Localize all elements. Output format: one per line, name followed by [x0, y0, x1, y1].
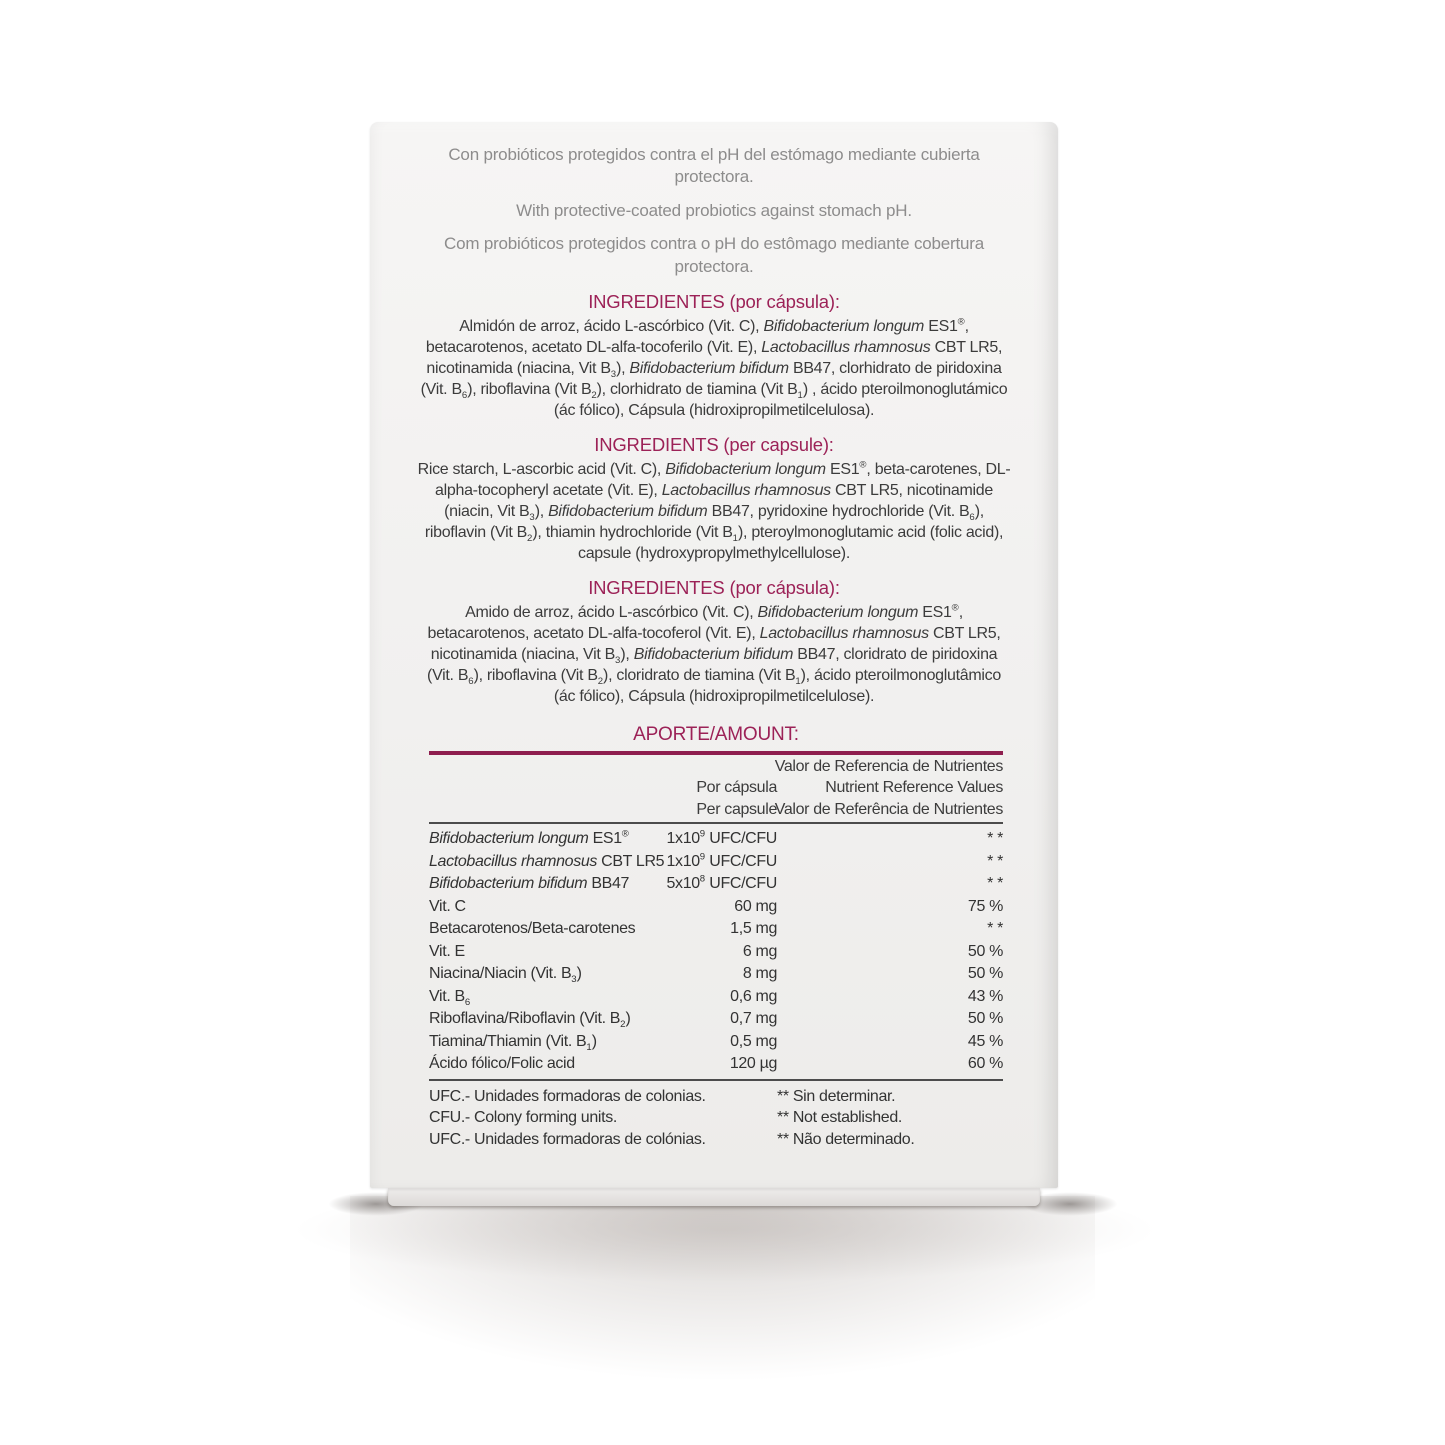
table-row: Bifidobacterium longum ES1® $1x10^9$ UFC/CFU * * — [429, 828, 1003, 848]
ingredients-body-en: Rice starch, L-ascorbic acid (Vit. C), Bifidobacterium longum ES1®, beta-carotenes, DL-alpha-tocopheryl acetate (Vit. E), Lactobacillus rhamnosus CBT LR5, nicotinamide (niacin, Vit $B_3$), Bifidobacterium bifidum BB47, pyridoxine hydrochloride (Vit. $B_6$), riboflavin (Vit $B_2$), thiamin hydrochloride (Vit $B_1$), pteroylmonoglutamic acid (folic acid), capsule (hydroxypropylmethylcellulose). — [417, 459, 1011, 563]
ingredients-section-pt — [417, 577, 1011, 707]
nutrition-table — [429, 724, 1003, 1158]
table-row: Niacina/Niacin (Vit. $B_3$) 8 mg 50 % — [429, 965, 1003, 986]
intro-claims — [417, 144, 1011, 278]
footnote-row: UFC.- Unidades formadoras de colonias. ** Sin determinar. — [429, 1087, 896, 1105]
table-footnotes — [429, 1081, 1003, 1159]
box-cast-shadow — [350, 1196, 1095, 1445]
intro-claim-pt: Com probióticos protegidos contra o pH do estômago mediante cobertura protectora. — [444, 234, 984, 276]
table-row: Vit. $B_6$ 0,6 mg 43 % — [429, 987, 1003, 1008]
ingredients-heading-en: INGREDIENTS (per capsule): — [594, 434, 834, 456]
nutrition-table-header — [429, 755, 1003, 822]
footnote-row: UFC.- Unidades formadoras de colónias. ** Não determinado. — [429, 1130, 915, 1148]
table-row: Vit. E 6 mg 50 % — [429, 942, 1003, 960]
ingredients-section-es — [417, 291, 1011, 421]
intro-claim-es: Con probióticos protegidos contra el pH del estómago mediante cubierta protectora. — [448, 145, 980, 187]
box-back-panel — [370, 122, 1058, 1188]
ingredients-heading-pt: INGREDIENTES (por cápsula): — [588, 577, 840, 599]
table-row: Lactobacillus rhamnosus CBT LR5 $1x10^9$ UFC/CFU * * — [429, 851, 1003, 870]
ingredients-heading-es: INGREDIENTES (por cápsula): — [588, 291, 840, 313]
column-header-nrv: Valor de Referencia de Nutrientes Nutrient Reference Values Valor de Referência de Nutrientes — [774, 757, 1003, 818]
ingredients-body-pt: Amido de arroz, ácido L-ascórbico (Vit. C), Bifidobacterium longum ES1®, betacarotenos, acetato DL-alfa-tocoferol (Vit. E), Lactobacillus rhamnosus CBT LR5, nicotinamida (niacina, Vit $B_3$), Bifidobacterium bifidum BB47, cloridrato de piridoxina (Vit. $B_6$), riboflavina (Vit $B_2$), cloridrato de tiamina (Vit $B_1$), ácido pteroilmonoglutâmico (ác fólico), Cápsula (hidroxipropilmetilcelulose). — [427, 602, 1001, 706]
nutrition-rows — [429, 824, 1003, 1079]
footnote-row: CFU.- Colony forming units. ** Not established. — [429, 1109, 902, 1127]
column-header-per-capsule: Por cápsula Per capsule — [696, 779, 777, 818]
ingredients-section-en — [417, 434, 1011, 564]
table-row: Bifidobacterium bifidum BB47 $5x10^8$ UFC/CFU * * — [429, 873, 1003, 893]
intro-claim-en: With protective-coated probiotics against stomach pH. — [516, 200, 912, 220]
ingredients-body-es: Almidón de arroz, ácido L-ascórbico (Vit. C), Bifidobacterium longum ES1®, betacarotenos, acetato DL-alfa-tocoferilo (Vit. E), Lactobacillus rhamnosus CBT LR5, nicotinamida (niacina, Vit $B_3$), Bifidobacterium bifidum BB47, clorhidrato de piridoxina (Vit. $B_6$), riboflavina (Vit $B_2$), clorhidrato de tiamina (Vit $B_1$) , ácido pteroilmonoglutámico (ác fólico), Cápsula (hidroxipropilmetilcelulosa). — [420, 316, 1008, 420]
box-bottom-flap — [388, 1188, 1040, 1206]
table-row: Riboflavina/Riboflavin (Vit. $B_2$) 0,7 mg 50 % — [429, 1010, 1003, 1031]
table-row: Tiamina/Thiamin (Vit. $B_1$) 0,5 mg 45 % — [429, 1032, 1003, 1053]
table-row: Vit. C 60 mg 75 % — [429, 897, 1003, 915]
box-back-label — [370, 122, 1058, 1158]
nutrition-table-title: APORTE/AMOUNT: — [633, 724, 799, 746]
table-row: Ácido fólico/Folic acid 120 µg 60 % — [429, 1055, 1003, 1073]
table-row: Betacarotenos/Beta-carotenes 1,5 mg * * — [429, 920, 1003, 938]
